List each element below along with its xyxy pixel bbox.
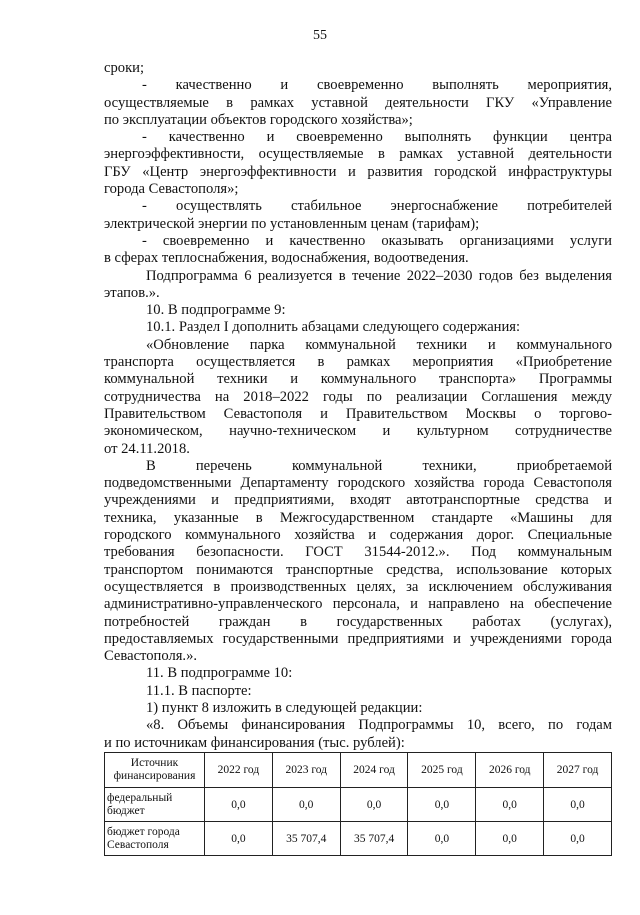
text-line: Севастополя.». [104, 648, 198, 665]
text-line: сроки; [104, 60, 145, 76]
text-line: Правительством Севастополя и Правительством Москвы о торгово- [104, 405, 612, 422]
text-line: электрической энергии по установленным ценам (тарифам); [104, 215, 480, 232]
value-cell: 0,0 [544, 788, 612, 822]
header-year: 2027 год [544, 753, 612, 788]
text-line: - качественно и своевременно выполнять мероприятия, [142, 77, 612, 94]
text-line: административно-управленческого персонала, и направлено на обеспечение [104, 596, 612, 613]
text-line: - качественно и своевременно выполнять функции центра [142, 129, 612, 146]
text-line: ГБУ «Центр энергоэффективности и развития городской инфраструктуры [104, 163, 612, 180]
text-line: и по источникам финансирования (тыс. рублей): [104, 734, 405, 751]
text-line: 11.1. В паспорте: [146, 682, 252, 699]
text-line: требования безопасности. ГОСТ 31544-2012.». Под коммунальным [104, 544, 612, 561]
value-cell: 0,0 [340, 788, 408, 822]
text-line: 10.1. Раздел I дополнить абзацами следующего содержания: [146, 319, 521, 336]
text-line: транспорта осуществляется в рамках мероприятия «Приобретение [104, 354, 612, 371]
document-body [104, 60, 612, 752]
text-line: города Севастополя»; [104, 181, 239, 198]
text-line: транспортом понимаются транспортные средства, использование которых [104, 561, 612, 578]
value-cell: 0,0 [205, 822, 273, 856]
table-header-row [105, 753, 612, 788]
text-line: 11. В подпрограмме 10: [146, 665, 293, 682]
header-source: Источник финансирования [105, 753, 205, 788]
text-line: 1) пункт 8 изложить в следующей редакции: [146, 699, 423, 716]
source-cell: федеральный бюджет [105, 788, 205, 822]
text-line: учреждениями и предприятиями, входят автотранспортные средства и [104, 492, 612, 509]
financing-table [104, 752, 612, 856]
header-year: 2024 год [340, 753, 408, 788]
value-cell: 0,0 [476, 822, 544, 856]
text-line: В перечень коммунальной техники, приобретаемой [146, 457, 612, 474]
header-year: 2023 год [272, 753, 340, 788]
text-line: - осуществлять стабильное энергоснабжение потребителей [142, 198, 612, 215]
text-line: подведомственными Департаменту городского хозяйства города Севастополя [104, 475, 612, 492]
value-cell: 35 707,4 [340, 822, 408, 856]
header-year: 2026 год [476, 753, 544, 788]
value-cell: 0,0 [272, 788, 340, 822]
value-cell: 0,0 [408, 822, 476, 856]
text-line: осуществляемые в рамках уставной деятельности ГКУ «Управление [104, 94, 612, 111]
text-line: экономическом, научно-техническом и культурном сотрудничестве [104, 423, 612, 440]
text-line: энергоэффективности, осуществляемые в рамках уставной деятельности [104, 146, 612, 163]
source-cell: бюджет города Севастополя [105, 822, 205, 856]
value-cell: 0,0 [408, 788, 476, 822]
text-line: Подпрограмма 6 реализуется в течение 2022–2030 годов без выделения [146, 267, 612, 284]
text-line: техника, указанные в Межгосударственном стандарте «Машины для [104, 509, 612, 526]
text-line: - своевременно и качественно оказывать организациями услуги [142, 232, 612, 249]
text-line: в сферах теплоснабжения, водоснабжения, водоотведения. [104, 250, 469, 267]
table-row [105, 822, 612, 856]
header-year: 2025 год [408, 753, 476, 788]
text-line: осуществляется в производственных целях, за исключением обслуживания [104, 578, 612, 595]
text-line: по эксплуатации объектов городского хозяйства»; [104, 111, 413, 128]
text-line: от 24.11.2018. [104, 440, 190, 457]
value-cell: 0,0 [205, 788, 273, 822]
table-row [105, 788, 612, 822]
text-line: «8. Объемы финансирования Подпрограммы 10, всего, по годам [146, 717, 612, 734]
header-year: 2022 год [205, 753, 273, 788]
text-line: коммунальной техники и коммунального транспорта» Программы [104, 371, 612, 388]
value-cell: 0,0 [476, 788, 544, 822]
text-line: потребностей граждан в государственных работах (услугах), [104, 613, 612, 630]
text-line: городского коммунального хозяйства и содержания дорог. Специальные [104, 527, 612, 544]
text-line: сотрудничества на 2018–2022 годы по реализации Соглашения между [104, 388, 612, 405]
value-cell: 0,0 [544, 822, 612, 856]
page-number: 55 [313, 28, 327, 43]
text-line: предоставляемых государственными предприятиями и учреждениями города [104, 630, 612, 647]
text-line: этапов.». [104, 284, 160, 301]
value-cell: 35 707,4 [272, 822, 340, 856]
text-line: 10. В подпрограмме 9: [146, 302, 286, 319]
text-line: «Обновление парка коммунальной техники и коммунального [146, 336, 612, 353]
